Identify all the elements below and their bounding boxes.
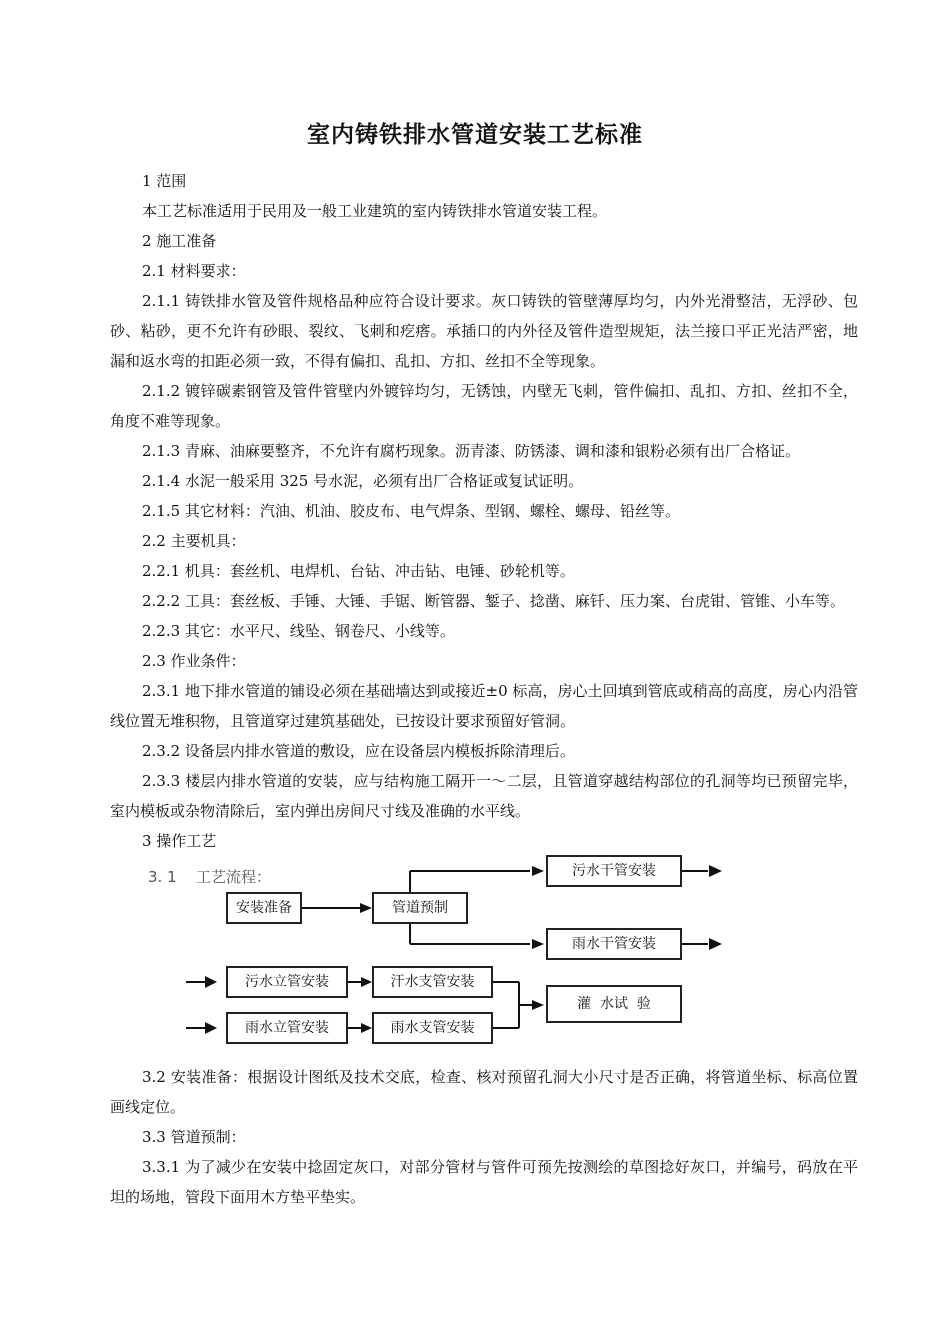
paragraph: 3 操作工艺 <box>142 832 217 850</box>
document-body <box>110 166 858 1212</box>
paragraph: 本工艺标准适用于民用及一般工业建筑的室内铸铁排水管道安装工程。 <box>142 202 608 220</box>
paragraph: 2.3.3 楼层内排水管道的安装，应与结构施工隔开一～二层，且管道穿越结构部位的孔洞等均已预留完毕，室内模板或杂物清除后，室内弹出房间尺寸线及准确的水平线。 <box>110 772 858 820</box>
paragraph: 2.1.2 镀锌碳素钢管及管件管壁内外镀锌均匀，无锈蚀，内壁无飞刺，管件偏扣、乱扣、方扣、丝扣不全，角度不难等现象。 <box>110 382 858 430</box>
paragraph: 2.2 主要机具： <box>142 532 246 550</box>
paragraph: 3.3 管道预制： <box>142 1128 246 1146</box>
page-title: 室内铸铁排水管道安装工艺标准 <box>307 121 643 148</box>
step-install-prepare: 安装准备 <box>226 892 302 924</box>
paragraph: 2 施工准备 <box>142 232 217 250</box>
step-rain-riser: 雨水立管安装 <box>226 1012 348 1044</box>
paragraph: 3.3.1 为了减少在安装中捻固定灰口，对部分管材与管件可预先按测绘的草图捻好灰口，并编号，码放在平坦的场地，管段下面用木方垫平垫实。 <box>110 1158 858 1206</box>
arrowhead <box>532 939 544 949</box>
step-sewage-branch: 汗水支管安装 <box>372 966 493 998</box>
arrowhead <box>709 865 722 877</box>
arrowhead <box>360 903 372 913</box>
paragraph: 2.3.2 设备层内排水管道的敷设，应在设备层内模板拆除清理后。 <box>142 742 575 760</box>
paragraph: 2.1.1 铸铁排水管及管件规格品种应符合设计要求。灰口铸铁的管壁薄厚均匀，内外光滑整洁，无浮砂、包砂、粘砂，更不允许有砂眼、裂纹、飞刺和疙瘩。承插口的内外径及管件造型规矩，法兰接口平正光洁严密，地漏和返水弯的扣距必须一致，不得有偏扣、乱扣、方扣、丝扣不全等现象。 <box>110 292 858 370</box>
arrowhead <box>532 1000 544 1010</box>
arrowhead <box>205 1022 217 1034</box>
paragraph: 2.2.2 工具：套丝板、手锤、大锤、手锯、断管器、錾子、捻凿、麻钎、压力案、台虎钳、管锥、小车等。 <box>142 592 845 610</box>
arrowhead <box>205 976 217 988</box>
arrowhead <box>361 977 372 987</box>
paragraph: 2.1.3 青麻、油麻要整齐，不允许有腐朽现象。沥青漆、防锈漆、调和漆和银粉必须有出厂合格证。 <box>142 442 800 460</box>
paragraph: 2.3 作业条件： <box>142 652 246 670</box>
arrowhead <box>532 866 544 876</box>
step-sewage-riser: 污水立管安装 <box>226 966 348 998</box>
paragraph: 1 范围 <box>142 172 187 190</box>
paragraph: 3.2 安装准备：根据设计图纸及技术交底，检查、核对预留孔洞大小尺寸是否正确，将管道坐标、标高位置画线定位。 <box>110 1068 858 1116</box>
arrowhead <box>361 1023 372 1033</box>
process-flowchart <box>110 860 858 1060</box>
paragraph: 2.2.3 其它：水平尺、线坠、钢卷尺、小线等。 <box>142 622 455 640</box>
arrowhead <box>709 938 722 950</box>
paragraph: 2.1 材料要求： <box>142 262 246 280</box>
paragraph: 2.3.1 地下排水管道的铺设必须在基础墙达到或接近±0 标高，房心土回填到管底或稍高的高度，房心内沿管线位置无堆积物，且管道穿过建筑基础处，已按设计要求预留好管洞。 <box>110 682 858 730</box>
paragraph: 2.2.1 机具：套丝机、电焊机、台钻、冲击钻、电锤、砂轮机等。 <box>142 562 575 580</box>
step-sewage-main: 污水干管安装 <box>546 855 682 887</box>
step-pipe-prefab: 管道预制 <box>372 892 468 924</box>
paragraph: 2.1.5 其它材料：汽油、机油、胶皮布、电气焊条、型钢、螺栓、螺母、铅丝等。 <box>142 502 680 520</box>
step-rain-main: 雨水干管安装 <box>546 928 682 960</box>
paragraph: 2.1.4 水泥一般采用 325 号水泥，必须有出厂合格证或复试证明。 <box>142 472 584 490</box>
flowchart-label: 工艺流程： <box>196 868 272 886</box>
flowchart-number: 3. 1 <box>148 868 177 886</box>
step-rain-branch: 雨水支管安装 <box>372 1012 493 1044</box>
step-water-test: 灌 水试 验 <box>546 985 682 1023</box>
